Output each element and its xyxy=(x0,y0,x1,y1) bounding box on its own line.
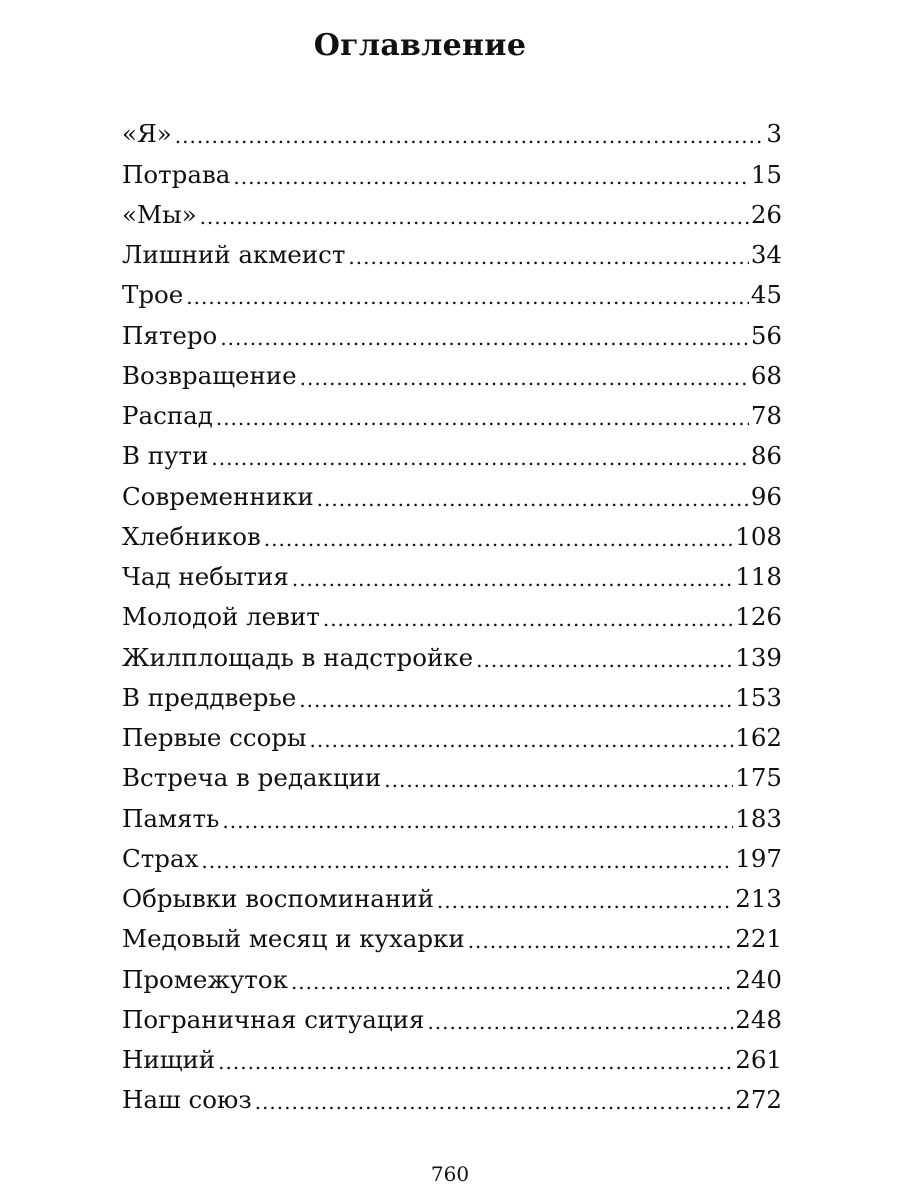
toc-entry xyxy=(122,271,782,311)
toc-entry-page: 86 xyxy=(750,441,782,471)
toc-entry-page: 15 xyxy=(750,159,782,189)
toc-entry xyxy=(122,432,782,472)
toc-entry-page: 197 xyxy=(735,843,782,873)
toc-entry xyxy=(122,915,782,955)
dot-leader xyxy=(222,807,733,835)
toc-entry-page: 108 xyxy=(735,521,782,551)
toc-entry-page: 175 xyxy=(735,763,782,793)
toc-entry xyxy=(122,835,782,875)
toc-entry-title: Промежуток xyxy=(122,964,288,994)
dot-leader xyxy=(175,122,765,150)
toc-entry-title: В пути xyxy=(122,441,209,471)
toc-entry-page: 221 xyxy=(735,924,782,954)
toc-entry xyxy=(122,1036,782,1076)
dot-leader xyxy=(317,485,749,513)
toc-entry xyxy=(122,553,782,593)
toc-entry-page: 45 xyxy=(750,280,782,310)
toc-entry xyxy=(122,754,782,794)
toc-entry-page: 26 xyxy=(750,199,782,229)
toc-entry-title: Первые ссоры xyxy=(122,723,307,752)
dot-leader xyxy=(218,1048,733,1076)
toc-entry-page: 96 xyxy=(750,481,782,511)
toc-entry-page: 248 xyxy=(735,1004,782,1034)
toc-entry-title: Распад xyxy=(122,401,213,430)
toc-entry-page: 56 xyxy=(750,320,782,350)
toc-entry-page: 3 xyxy=(766,119,782,149)
dot-leader xyxy=(300,364,749,392)
toc-entry xyxy=(122,955,782,995)
toc-entry-title: Жилплощадь в надстройке xyxy=(122,642,474,672)
toc-entry-page: 68 xyxy=(750,360,782,390)
toc-entry xyxy=(122,352,782,392)
toc-entry-page: 261 xyxy=(735,1045,782,1074)
dot-leader xyxy=(384,766,733,794)
toc-entry-page: 213 xyxy=(735,884,782,913)
toc-entry-page: 162 xyxy=(735,723,782,752)
dot-leader xyxy=(233,163,748,191)
toc-entry xyxy=(122,996,782,1036)
toc-entry-title: Хлебников xyxy=(122,521,261,551)
toc-entry-title: Возвращение xyxy=(122,360,297,390)
dot-leader xyxy=(200,203,749,231)
toc-entry-title: «Мы» xyxy=(122,199,197,229)
dot-leader xyxy=(299,686,733,714)
toc-entry-title: Пограничная ситуация xyxy=(122,1004,425,1034)
dot-leader xyxy=(211,444,748,472)
dot-leader xyxy=(201,847,733,875)
toc-entry-title: Нищий xyxy=(122,1045,216,1074)
toc-entry-title: Молодой левит xyxy=(122,602,320,632)
toc-entry-title: Встреча в редакции xyxy=(122,763,382,793)
toc-entry-page: 272 xyxy=(735,1085,782,1115)
toc-entry-page: 240 xyxy=(735,964,782,994)
toc-entry xyxy=(122,593,782,633)
dot-leader xyxy=(427,1008,733,1036)
toc-entry xyxy=(122,311,782,351)
dot-leader xyxy=(186,283,749,311)
footer-page-number: 760 xyxy=(430,1162,470,1186)
toc-entry xyxy=(122,150,782,190)
toc-entry-page: 183 xyxy=(735,803,782,833)
toc-entry-title: Лишний акмеист xyxy=(122,240,346,269)
toc-entry xyxy=(122,392,782,432)
toc-entry-title: Чад небытия xyxy=(122,562,289,591)
toc-entry xyxy=(122,633,782,673)
toc-entry-page: 34 xyxy=(750,240,782,269)
dot-leader xyxy=(220,324,749,352)
toc-entry-page: 126 xyxy=(735,602,782,632)
toc-entry-title: Наш союз xyxy=(122,1085,252,1115)
toc-entry-title: Трое xyxy=(122,280,184,310)
toc-entry-page: 153 xyxy=(735,682,782,712)
dot-leader xyxy=(292,565,733,593)
toc-entry-title: Память xyxy=(122,803,220,833)
toc-entry-title: В преддверье xyxy=(122,682,297,712)
dot-leader xyxy=(468,927,734,955)
toc-entry xyxy=(122,1076,782,1116)
dot-leader xyxy=(476,646,733,674)
dot-leader xyxy=(437,887,733,915)
dot-leader xyxy=(323,605,733,633)
table-of-contents xyxy=(122,110,782,1116)
page-title: Оглавление xyxy=(313,28,527,63)
toc-entry-title: Страх xyxy=(122,843,199,873)
toc-entry-page: 139 xyxy=(735,642,782,672)
toc-entry xyxy=(122,110,782,150)
toc-entry xyxy=(122,472,782,512)
toc-entry-page: 78 xyxy=(750,401,782,430)
toc-entry xyxy=(122,714,782,754)
dot-leader xyxy=(291,968,733,996)
toc-entry xyxy=(122,191,782,231)
toc-entry-page: 118 xyxy=(735,562,782,591)
dot-leader xyxy=(310,726,734,754)
dot-leader xyxy=(216,404,749,432)
toc-entry xyxy=(122,231,782,271)
dot-leader xyxy=(348,243,748,271)
toc-entry xyxy=(122,875,782,915)
toc-entry xyxy=(122,674,782,714)
toc-entry-title: Медовый месяц и кухарки xyxy=(122,924,465,954)
toc-entry-title: Обрывки воспоминаний xyxy=(122,884,434,913)
toc-entry-title: Пятеро xyxy=(122,320,218,350)
toc-entry-title: Потрава xyxy=(122,159,231,189)
toc-entry-title: «Я» xyxy=(122,119,172,149)
toc-entry-title: Современники xyxy=(122,481,314,511)
dot-leader xyxy=(255,1088,734,1116)
toc-entry xyxy=(122,794,782,834)
dot-leader xyxy=(264,525,733,553)
toc-entry xyxy=(122,513,782,553)
